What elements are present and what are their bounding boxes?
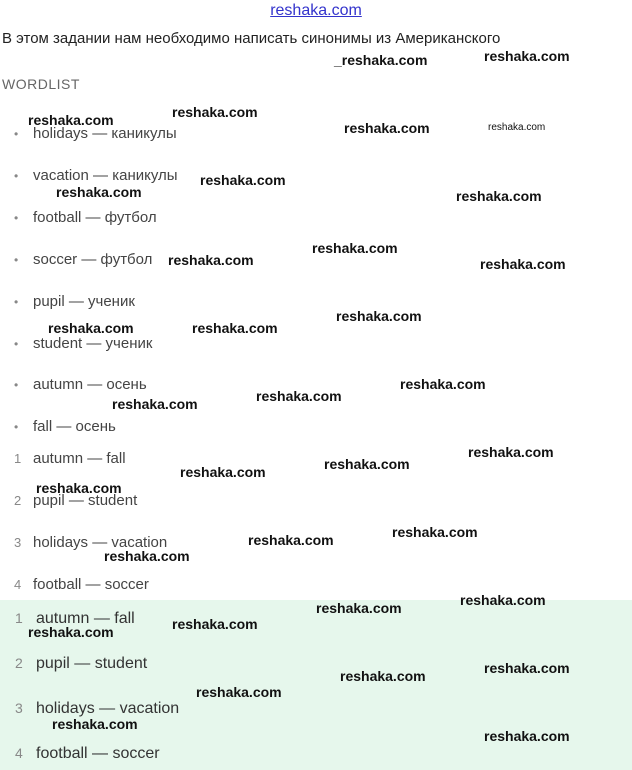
bullet-icon: •	[14, 253, 19, 267]
wordlist-item-text: holidays — каникулы	[33, 125, 177, 142]
watermark: reshaka.com	[56, 184, 142, 200]
intro-text: В этом задании нам необходимо написать синонимы из Американского	[2, 30, 501, 47]
watermark: reshaka.com	[484, 48, 570, 64]
watermark: reshaka.com	[180, 464, 266, 480]
watermark: reshaka.com	[488, 122, 546, 133]
bullet-icon: •	[14, 211, 19, 225]
watermark: reshaka.com	[104, 548, 190, 564]
watermark: _reshaka.com	[334, 52, 428, 68]
watermark: reshaka.com	[168, 252, 254, 268]
pair-item	[14, 574, 149, 596]
wordlist-item	[14, 416, 116, 438]
bullet-icon: •	[14, 169, 19, 183]
watermark: reshaka.com	[456, 188, 542, 204]
bullet-icon: •	[14, 378, 19, 392]
watermark: reshaka.com	[28, 624, 114, 640]
wordlist-item	[14, 249, 152, 271]
pair-item	[14, 448, 126, 470]
pair-text: autumn — fall	[33, 450, 126, 467]
pair-text: pupil — student	[33, 492, 138, 509]
wordlist-item-text: autumn — осень	[33, 376, 147, 393]
bullet-icon: •	[14, 127, 19, 141]
watermark: reshaka.com	[336, 308, 422, 324]
bullet-icon: •	[14, 337, 19, 351]
answer-item	[15, 652, 147, 674]
site-link[interactable]: reshaka.com	[270, 2, 362, 19]
watermark: reshaka.com	[36, 480, 122, 496]
pair-number: 3	[14, 535, 22, 550]
watermark: reshaka.com	[484, 728, 570, 744]
watermark: reshaka.com	[324, 456, 410, 472]
watermark: reshaka.com	[172, 104, 258, 120]
watermark: reshaka.com	[112, 396, 198, 412]
bullet-icon: •	[14, 420, 19, 434]
answer-text: pupil — student	[36, 655, 148, 672]
watermark: reshaka.com	[256, 388, 342, 404]
wordlist-item	[14, 374, 147, 396]
watermark: reshaka.com	[172, 616, 258, 632]
watermark: reshaka.com	[248, 532, 334, 548]
watermark: reshaka.com	[52, 716, 138, 732]
watermark: reshaka.com	[392, 524, 478, 540]
wordlist-item-text: vacation — каникулы	[33, 167, 178, 184]
pair-number: 2	[14, 493, 22, 508]
answer-number: 3	[15, 700, 23, 716]
bullet-icon: •	[14, 295, 19, 309]
answer-item	[15, 742, 160, 764]
watermark: reshaka.com	[480, 256, 566, 272]
watermark: reshaka.com	[344, 120, 430, 136]
watermark: reshaka.com	[48, 320, 134, 336]
pair-text: football — soccer	[33, 576, 149, 593]
watermark: reshaka.com	[316, 600, 402, 616]
watermark: reshaka.com	[196, 684, 282, 700]
watermark: reshaka.com	[312, 240, 398, 256]
answer-number: 2	[15, 655, 23, 671]
wordlist-item	[14, 207, 157, 229]
answer-text: autumn — fall	[36, 610, 135, 627]
pair-number: 1	[14, 451, 22, 466]
wordlist-item-text: soccer — футбол	[33, 251, 153, 268]
watermark: reshaka.com	[460, 592, 546, 608]
wordlist-item-text: football — футбол	[33, 209, 157, 226]
watermark: reshaka.com	[200, 172, 286, 188]
wordlist-heading: WORDLIST	[2, 76, 80, 92]
answer-text: holidays — vacation	[36, 700, 180, 717]
wordlist-item-text: student — ученик	[33, 335, 153, 352]
watermark: reshaka.com	[28, 112, 114, 128]
pair-number: 4	[14, 577, 22, 592]
watermark: reshaka.com	[468, 444, 554, 460]
wordlist-item	[14, 333, 152, 355]
answer-number: 1	[15, 610, 23, 626]
watermark: reshaka.com	[400, 376, 486, 392]
wordlist-item-text: pupil — ученик	[33, 293, 135, 310]
watermark: reshaka.com	[340, 668, 426, 684]
watermark: reshaka.com	[484, 660, 570, 676]
wordlist-item-text: fall — осень	[33, 418, 116, 435]
pair-text: holidays — vacation	[33, 534, 168, 551]
watermark: reshaka.com	[192, 320, 278, 336]
answer-text: football — soccer	[36, 745, 160, 762]
wordlist-item	[14, 291, 135, 313]
answer-number: 4	[15, 745, 23, 761]
